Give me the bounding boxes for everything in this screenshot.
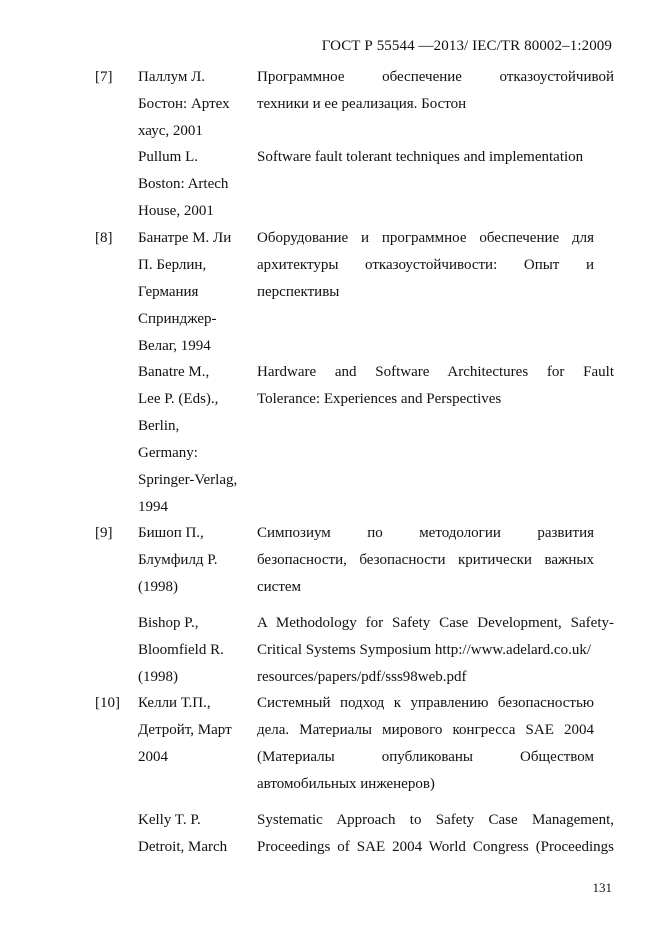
author-line: Berlin, [138,418,180,434]
author-line: (1998) [138,579,178,595]
author-line: Бишоп П., [138,525,204,541]
reference-title-ru [257,225,594,306]
author-line: House, 2001 [138,203,214,219]
author-line: Bishop P., [138,615,199,631]
reference-title-en [257,144,614,171]
page-number: 131 [592,880,612,895]
reference-authors-en [138,144,250,225]
reference-authors-en [138,359,250,521]
title-line: Critical Systems Symposium http://www.adelard.co.uk/ [257,642,591,658]
reference-number: [10] [95,695,120,711]
reference-title-en [257,359,614,413]
title-line: Программное обеспечение отказоустойчивой [257,69,614,85]
title-line: Software fault tolerant techniques and implementation [257,149,584,165]
author-line: Бостон: Артех [138,96,230,112]
title-line: Proceedings of SAE 2004 World Congress (Proceedings [257,839,614,855]
author-line: Германия [138,284,199,300]
reference-number: [8] [95,230,113,246]
author-line: 2004 [138,749,168,765]
reference-number: [9] [95,525,113,541]
author-line: Pullum L. [138,149,199,165]
title-line: Оборудование и программное обеспечение для [257,230,594,246]
author-line: Банатре М. Ли [138,230,232,246]
author-line: Kelly T. P. [138,812,201,828]
author-line: Паллум Л. [138,69,206,85]
author-line: Banatre M., [138,364,210,380]
author-line: Детройт, Март [138,722,232,738]
author-line: Блумфилд Р. [138,552,218,568]
title-line: resources/papers/pdf/sss98web.pdf [257,669,467,685]
author-line: Lee P. (Eds)., [138,391,219,407]
author-line: Detroit, March [138,839,228,855]
reference-authors-en [138,610,250,691]
title-line: дела. Материалы мирового конгресса SAE 2004 [257,722,594,738]
title-line: (Материалы опубликованы Обществом [257,749,594,765]
author-line: П. Берлин, [138,257,207,273]
reference-authors-ru [138,64,250,145]
title-line: автомобильных инженеров) [257,776,435,792]
reference-title-en [257,807,614,861]
author-line: хаус, 2001 [138,123,203,139]
author-line: Springer-Verlag, [138,472,238,488]
author-line: (1998) [138,669,178,685]
author-line: Bloomfield R. [138,642,224,658]
reference-authors-ru [138,225,250,360]
title-line: перспективы [257,284,340,300]
title-line: безопасности, безопасности критически важных [257,552,594,568]
author-line: Велаг, 1994 [138,338,211,354]
title-line: систем [257,579,302,595]
title-line: Tolerance: Experiences and Perspectives [257,391,502,407]
reference-title-en [257,610,614,691]
reference-authors-en [138,807,250,861]
title-line: Systematic Approach to Safety Case Management, [257,812,614,828]
author-line: Келли Т.П., [138,695,211,711]
reference-authors-ru [138,690,250,771]
reference-title-ru [257,690,594,798]
title-line: Hardware and Software Architectures for Fault [257,364,614,380]
author-line: Спринджер- [138,311,217,327]
reference-title-ru [257,64,614,118]
title-line: Симпозиум по методологии развития [257,525,594,541]
author-line: Germany: [138,445,198,461]
reference-title-ru [257,520,594,601]
title-line: техники и ее реализация. Бостон [257,96,467,112]
author-line: Boston: Artech [138,176,229,192]
title-line: Системный подход к управлению безопасностью [257,695,594,711]
reference-number: [7] [95,69,113,85]
author-line: 1994 [138,499,168,515]
title-line: архитектуры отказоустойчивости: Опыт и [257,257,594,273]
page-header: ГОСТ Р 55544 —2013/ IEC/TR 80002–1:2009 [321,38,612,54]
title-line: A Methodology for Safety Case Development, Safety- [257,615,614,631]
reference-authors-ru [138,520,250,601]
